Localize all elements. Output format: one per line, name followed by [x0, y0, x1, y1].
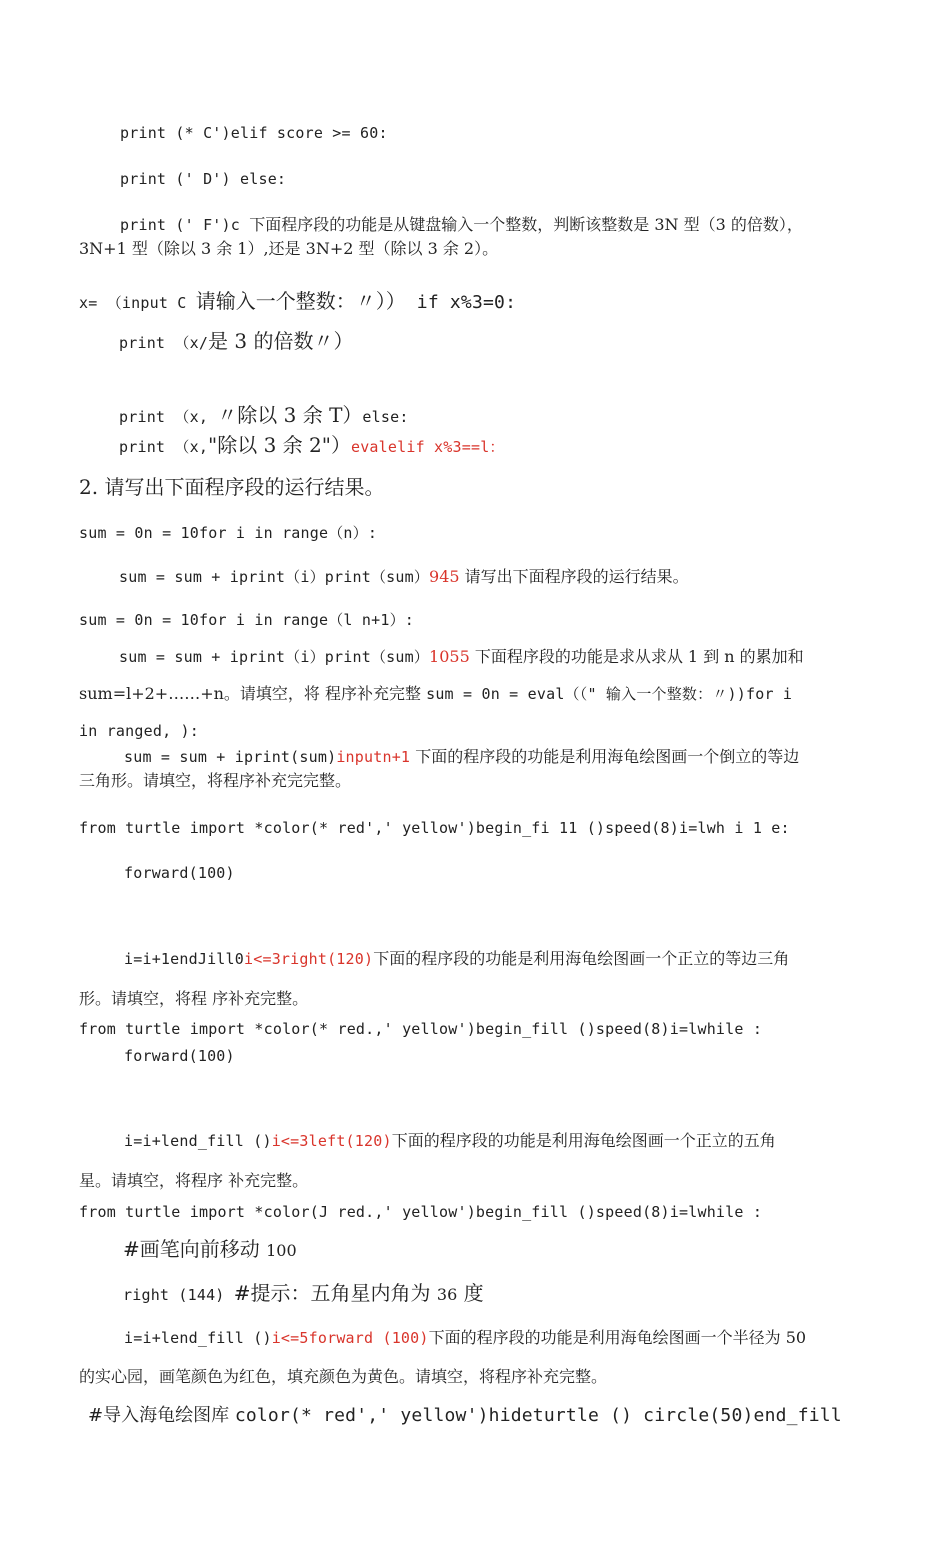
answer-text: i<=5forward (100)	[271, 1329, 429, 1347]
question-text: sum=l+2+……+n。请填空，将 程序补充完整	[79, 684, 427, 703]
code-line	[124, 948, 789, 970]
prompt-text: 是 3 的倍数〃）	[208, 329, 354, 353]
question-line	[120, 214, 803, 236]
question-text: 下面的程序段的功能是利用海龟绘图画一个半径为 50	[428, 1328, 807, 1347]
answer-text: i<=3left(120)	[271, 1132, 392, 1150]
question-line	[79, 770, 351, 792]
code-text: print （x,	[119, 438, 209, 456]
question-text: 星。请填空，将程序 补充完整。	[79, 1171, 309, 1190]
code-line	[120, 122, 388, 144]
question-text: 下面的程序段的功能是利用海龟绘图画一个正立的五角	[391, 1131, 776, 1150]
code-line	[119, 646, 804, 668]
code-text: print （x/	[119, 334, 209, 352]
code-line	[79, 720, 199, 742]
question-text: 请写出下面程序段的运行结果。	[459, 567, 689, 586]
code-line	[120, 168, 286, 190]
question-text: 3N+1 型（除以 3 余 1）,还是 3N+2 型（除以 3 余 2）。	[79, 239, 499, 258]
question-text: 下面程序段的功能是求从求从 1 到 n 的累加和	[469, 647, 804, 666]
code-line	[79, 1201, 762, 1223]
code-text: sum = 0n = eval（（" 输入一个整数：〃))for i	[426, 685, 793, 703]
question-line	[79, 1170, 308, 1192]
code-text: sum = 0n = 10for i in range（l n+1）:	[79, 611, 415, 629]
code-text: sum = sum + iprint（i）print（sum）	[119, 648, 430, 666]
prompt-text: 〃除以 3 余 T）	[217, 403, 363, 427]
code-text: print （x,	[119, 408, 218, 426]
answer-text: evalelif x%3==l：	[350, 438, 505, 456]
question-text: 的实心园，画笔颜色为红色，填充颜色为黄色。请填空，将程序补充完整。	[79, 1367, 608, 1386]
code-text: i=i+1endJill0	[124, 950, 244, 968]
code-text: in ranged, ):	[79, 722, 199, 740]
code-line	[79, 522, 377, 544]
code-text: sum = 0n = 10for i in range（n）:	[79, 524, 378, 542]
section-heading	[79, 476, 384, 498]
code-line	[88, 1405, 842, 1427]
question-text: 下面程序段的功能是从键盘输入一个整数，判断该整数是 3N 型（3 的倍数），	[249, 215, 803, 234]
code-text: print (* C')elif score >= 60:	[120, 124, 388, 142]
code-line	[79, 1018, 762, 1040]
code-text: color(* red',' yellow')hideturtle () circle(50)end_fill	[234, 1405, 842, 1426]
question-text: 三角形。请填空，将程序补充完完整。	[79, 771, 352, 790]
comment-text: 100	[266, 1241, 297, 1260]
question-line	[79, 683, 792, 705]
prompt-text: "除以 3 余 2"）	[208, 433, 351, 457]
question-text: 形。请填空，将程 序补充完整。	[79, 989, 309, 1008]
code-line	[119, 434, 505, 458]
code-line	[79, 817, 790, 839]
code-text: sum = sum + iprint（i）print（sum）	[119, 568, 430, 586]
code-line	[79, 609, 414, 631]
question-text: 下面的程序段的功能是利用海龟绘图画一个正立的等边三角	[373, 949, 790, 968]
prompt-text: 请输入一个整数：〃））	[195, 289, 406, 313]
code-text: sum = sum + iprint(sum)	[124, 748, 337, 766]
code-line	[79, 290, 516, 314]
code-text: print (' F')c	[120, 216, 250, 234]
question-line	[79, 1366, 607, 1388]
code-text: from turtle import *color(* red.,' yellow')begin_fill ()speed(8)i=lwhile :	[79, 1020, 763, 1038]
answer-text: i<=3right(120)	[244, 950, 374, 968]
question-line	[79, 988, 308, 1010]
question-text: 下面的程序段的功能是利用海龟绘图画一个倒立的等边	[410, 747, 800, 766]
code-text: from turtle import *color(* red',' yellow')begin_fi 11 ()speed(8)i=lwh i 1 e:	[79, 819, 790, 837]
answer-text: 1055	[429, 647, 470, 666]
code-line	[124, 1045, 235, 1067]
code-text: forward(100)	[124, 864, 235, 882]
comment-text: 36	[436, 1285, 458, 1304]
code-text: from turtle import *color(J red.,' yellow')begin_fill ()speed(8)i=lwhile :	[79, 1203, 763, 1221]
code-text: right (144)	[123, 1286, 234, 1304]
code-text: if x%3=0:	[405, 292, 517, 313]
code-line	[124, 746, 799, 768]
code-line	[119, 330, 354, 354]
comment-text: #提示：五角星内角为	[233, 1281, 437, 1305]
comment-text: #导入海龟绘图库	[88, 1405, 235, 1426]
code-line	[124, 1327, 806, 1349]
heading-text: 2. 请写出下面程序段的运行结果。	[79, 475, 385, 499]
answer-text: 945	[429, 567, 460, 586]
answer-text: inputn+1	[336, 748, 411, 766]
comment-line	[123, 1238, 297, 1262]
comment-text: 度	[457, 1281, 484, 1305]
comment-text: #画笔向前移动	[123, 1237, 267, 1261]
code-line	[119, 404, 409, 428]
code-text: x= （input C	[79, 294, 196, 312]
code-text: i=i+lend_fill ()	[124, 1132, 272, 1150]
code-text: i=i+lend_fill ()	[124, 1329, 272, 1347]
code-text: forward(100)	[124, 1047, 235, 1065]
code-line	[123, 1282, 484, 1306]
code-text: print (' D') else:	[120, 170, 287, 188]
code-line	[124, 862, 235, 884]
code-line	[124, 1130, 776, 1152]
question-line	[79, 238, 498, 260]
code-text: else:	[362, 408, 409, 426]
code-line	[119, 566, 689, 588]
